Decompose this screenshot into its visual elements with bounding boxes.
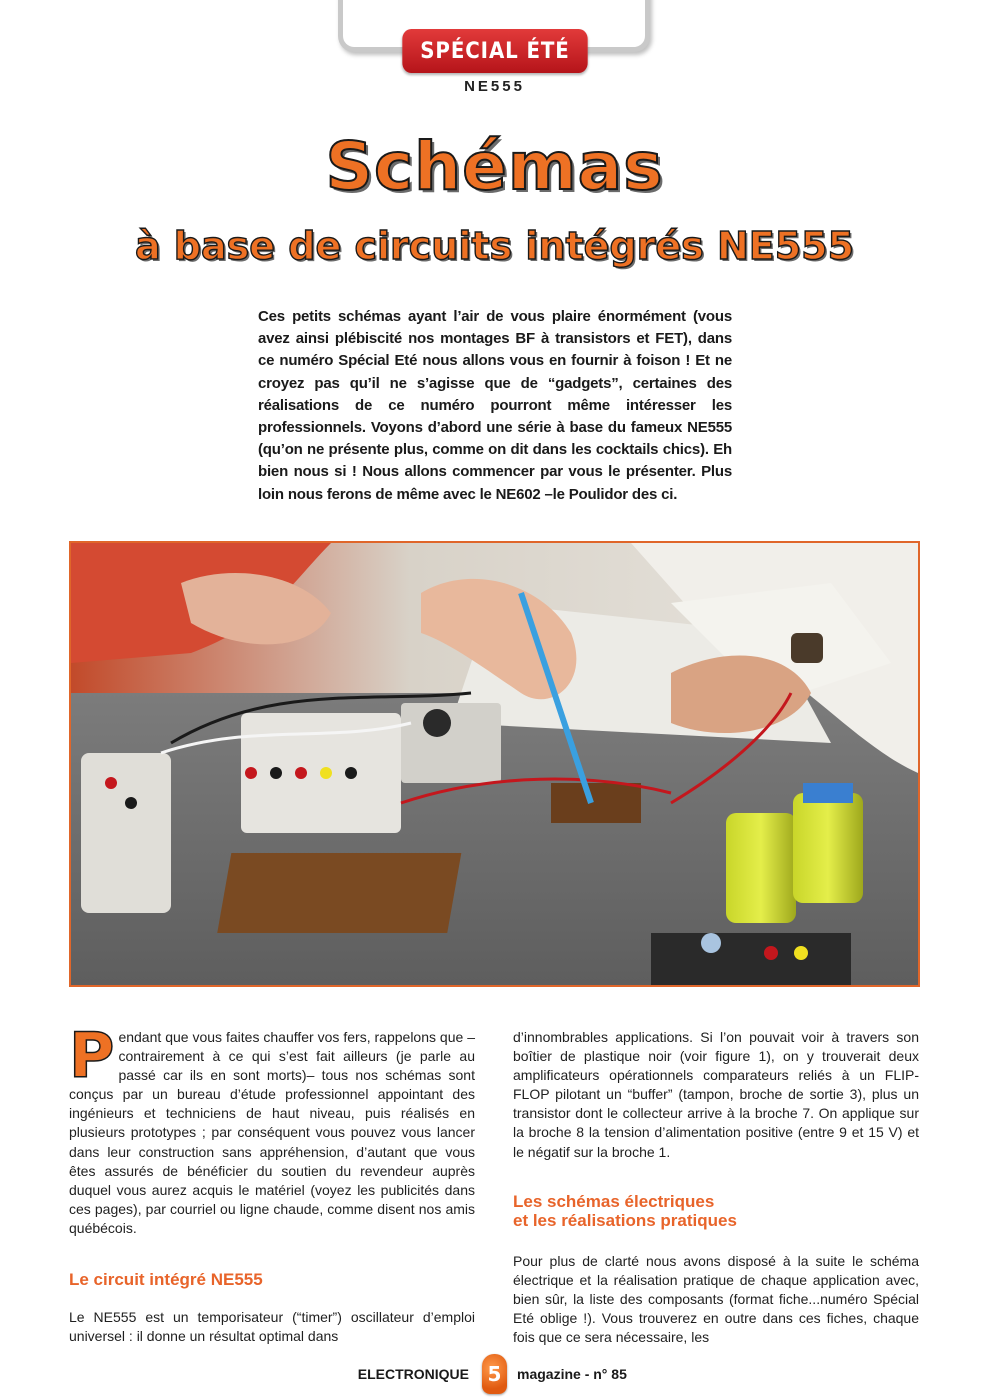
paragraph-ne555-cont: d’innombrables applications. Si l’on pouvait voir à travers son boîtier de plastique noir (voir figure 1), on y trouverait deux amplificateurs opérationnels comparateurs reliés à un FLIP-FLOP pilotant un “buffer” (tampon, broche de sortie 3), plus un transistor dont le collecteur arrive à la broche 7. On applique sur la broche 8 la tension d’alimentation positive (entre 9 et 15 V) et le négatif sur la broche 1. [513,1029,919,1160]
page-number: 5 [482,1354,507,1394]
dropcap: P [69,1019,115,1092]
paragraph-schemas: Pour plus de clarté nous avons disposé à la suite le schéma électrique et la réalisation pratique de chaque application avec, bien sûr, la liste des composants (format fiche...numéro Spécial Eté oblige !). Vous trouverez en outre dans ces fiches, chaque fois que ce sera nécessaire, les [513,1252,919,1346]
photo-illustration [71,543,918,985]
section-tag: NE555 [464,78,525,95]
footer [0,1364,989,1388]
footer-magazine-name: ELECTRONIQUE [357,1366,469,1382]
footer-issue: magazine - n° 85 [517,1366,627,1382]
heading-ne555: Le circuit intégré NE555 [69,1270,263,1290]
page-subtitle: à base de circuits intégrés NE555 [134,224,855,268]
paragraph-ne555: Le NE555 est un temporisateur (“timer”) oscillateur d’emploi universel : il donne un résultat optimal dans [69,1309,475,1345]
intro-paragraph: Ces petits schémas ayant l’air de vous plaire énormément (vous avez ainsi plébiscité nos montages BF à transistors et FET), dans ce numéro Spécial Eté nous allons vous en fournir à foison ! Et ne croyez pas qu’il ne s’agisse que de “gadgets”, certaines des réalisations de ce numéro pourront même intéresser les professionnels. Voyons d’abord une série à base du fameux NE555 (qu’on ne présente plus, comme on dit dans les cocktails chics). Eh bien nous si ! Nous allons commencer par vous le présenter. Plus loin nous ferons de même avec le NE602 –le Poulidor des ci. [258,308,732,503]
column-left [69,1019,475,1346]
column-right [513,1028,919,1347]
heading-schemas: Les schémas électriques et les réalisations pratiques [513,1191,737,1230]
page-title: Schémas [325,128,664,205]
article-photo [69,541,920,987]
paragraph-intro-body: Pendant que vous faites chauffer vos fers, rappelons que –contrairement à ce qui s’est fait ailleurs (je parle au passé car ils en sont morts)– tous nos schémas sont conçus par un bureau d’étude professionnel appointant des ingénieurs et techniciens de haut niveau, puis réalisés en plusieurs prototypes ; par conséquent vous pouvez vous lancer dans leur construction sans appréhension, d’autant que vous êtes assurés de bénéficier du soutien du revendeur auprès duquel vous aurez acquis le matériel (voyez les publicités dans ces pages), par courriel ou ligne chaude, comme disent nos amis québécois. [69,1019,475,1236]
header-tab-label: SPÉCIAL ÉTÉ [402,29,587,73]
